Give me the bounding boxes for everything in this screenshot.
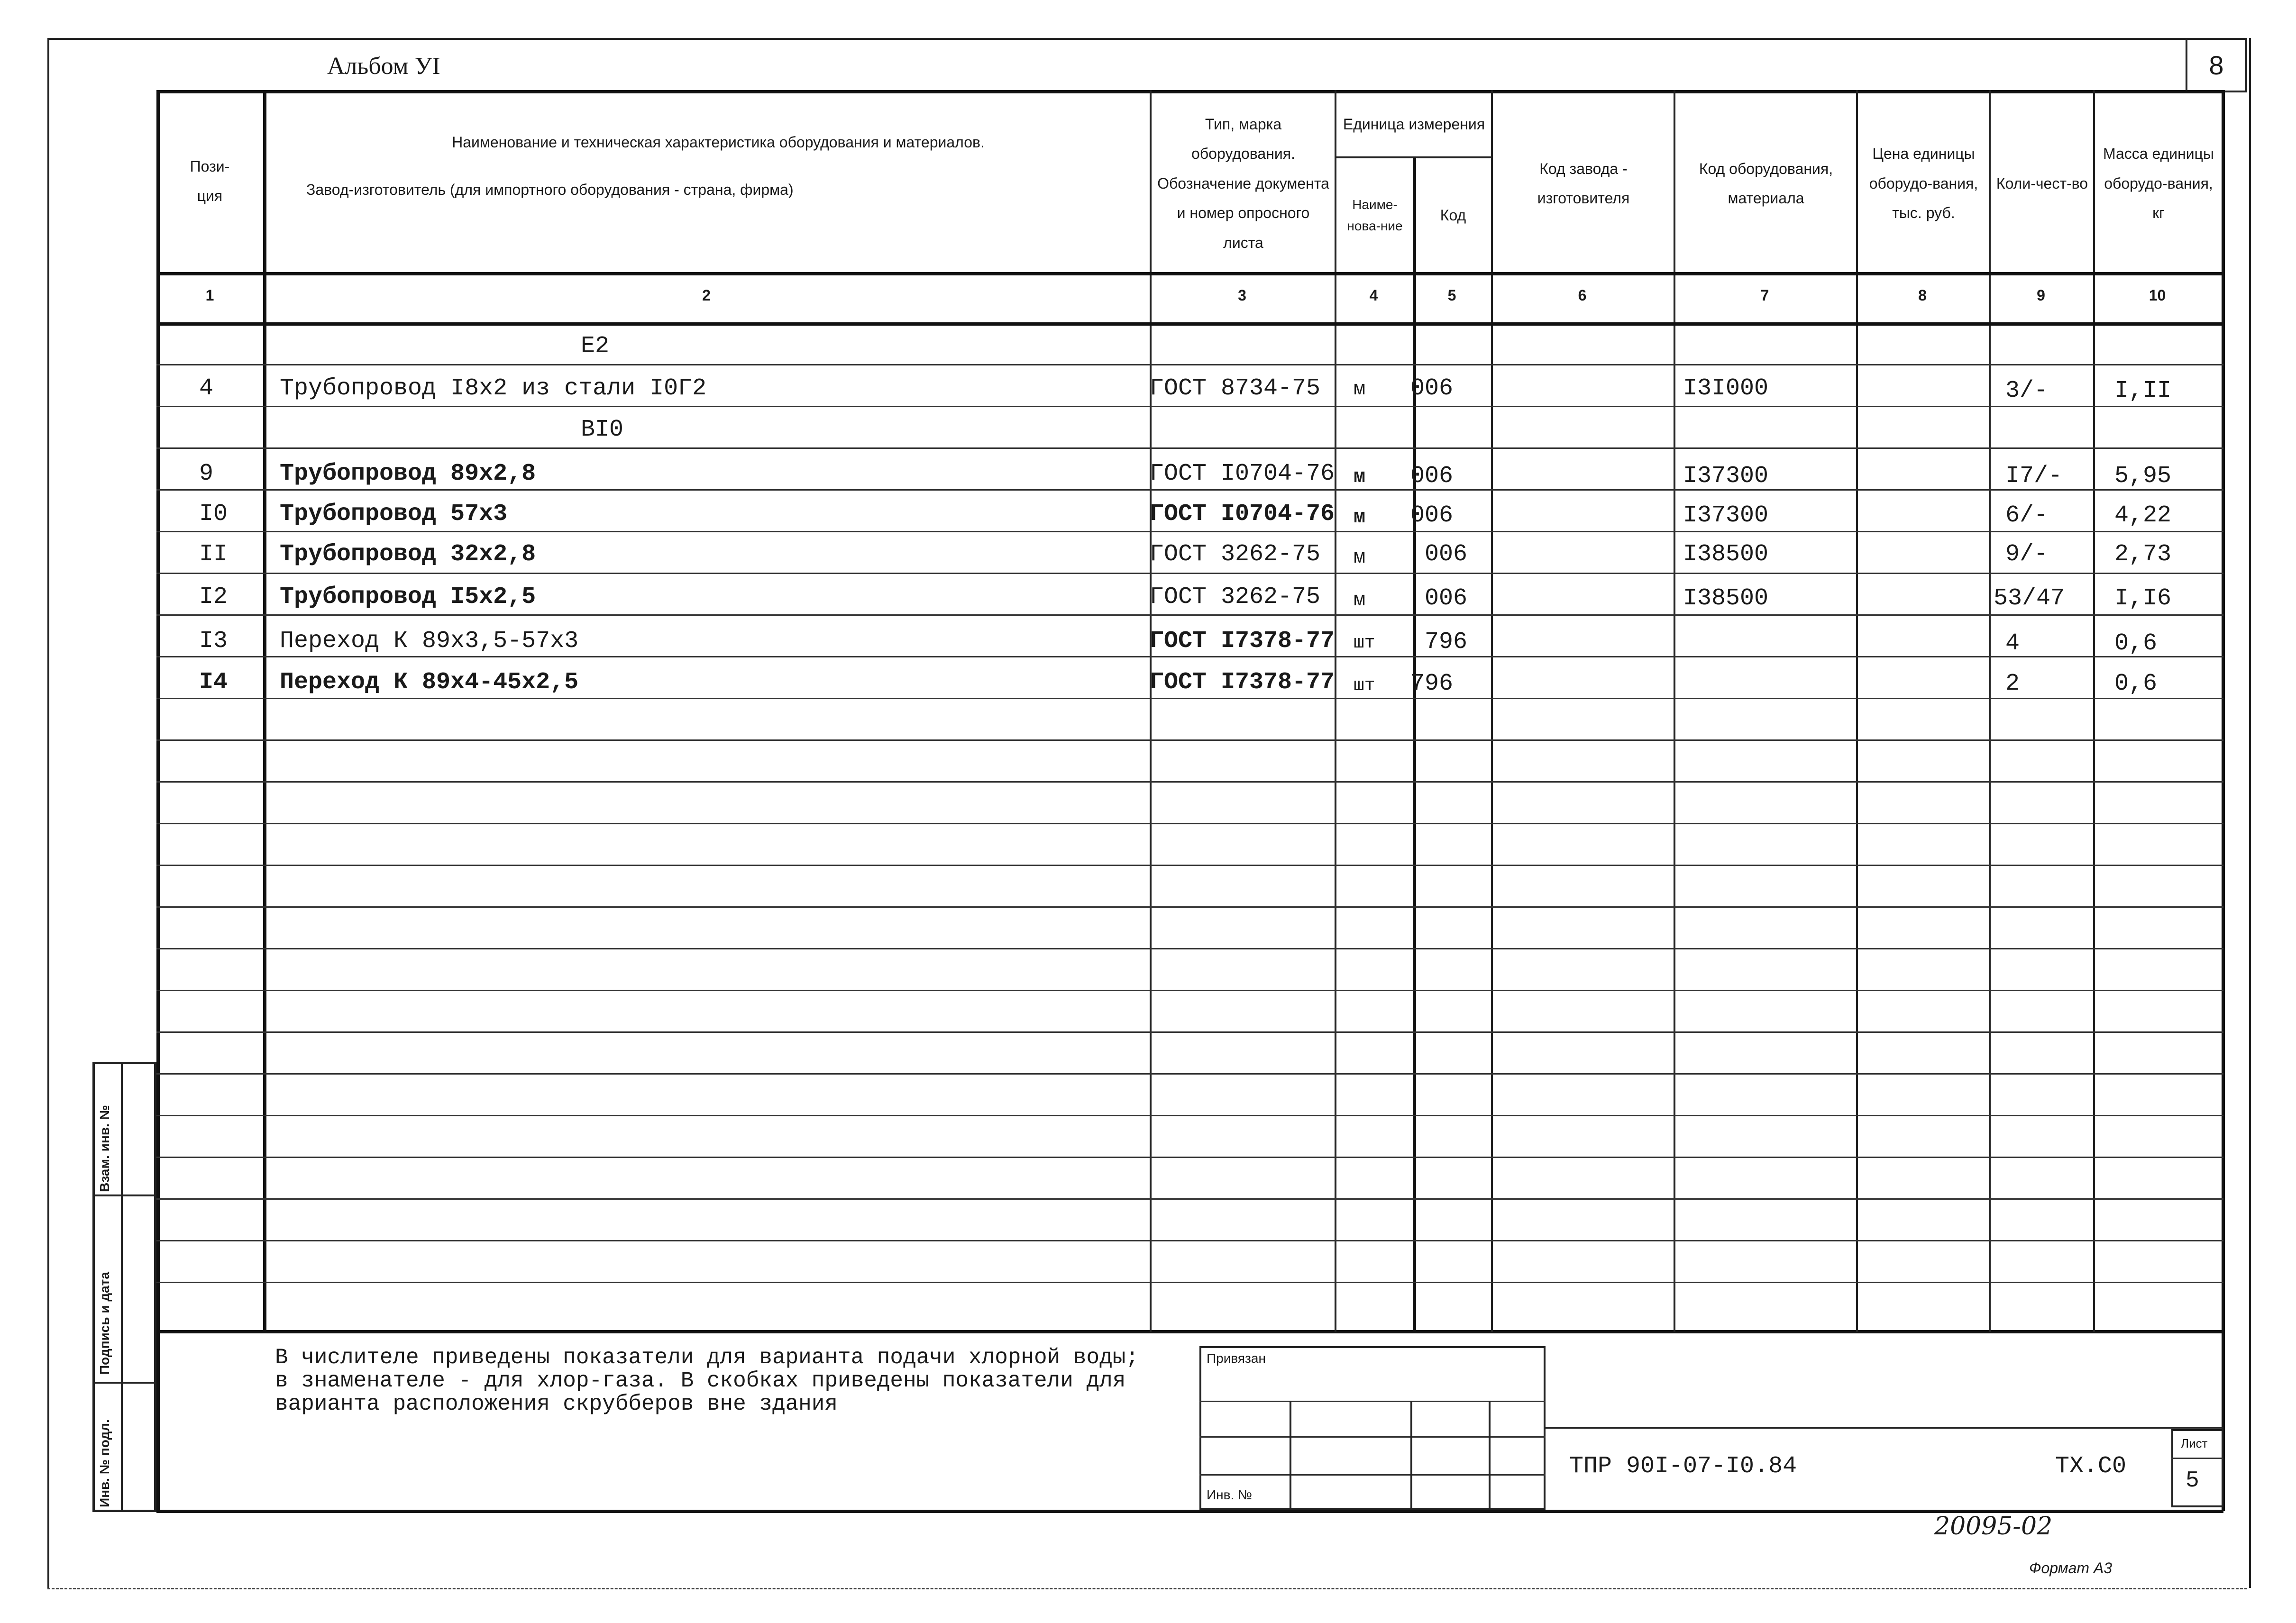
row-rule	[156, 1157, 2223, 1158]
col-divider-8	[1989, 90, 1991, 1332]
row-mass: 0,6	[2114, 670, 2158, 697]
row-position: II	[199, 541, 228, 568]
side-stamp-rule	[92, 1194, 156, 1196]
header-unit-code: Код	[1440, 207, 1466, 224]
row-rule	[156, 573, 2223, 574]
row-unit: м	[1354, 506, 1366, 529]
frame-bottom	[47, 1588, 2247, 1589]
sheet-label: Лист	[2181, 1436, 2208, 1450]
row-document: ГОСТ I7378-77	[1150, 628, 1335, 655]
column-number: 4	[1369, 287, 1378, 304]
row-position: 9	[199, 460, 214, 487]
row-unit: шт	[1354, 633, 1375, 653]
row-rule	[156, 906, 2223, 908]
row-unit-code: 006	[1410, 463, 1454, 490]
row-rule	[156, 447, 2223, 449]
row-name: Переход К 89х3,5-57х3	[280, 628, 579, 655]
row-unit: шт	[1354, 675, 1375, 696]
column-number: 6	[1578, 287, 1587, 304]
column-number: 3	[1238, 287, 1246, 304]
header-bottom-rule	[156, 272, 2223, 275]
row-position: I0	[199, 501, 228, 528]
row-rule	[156, 1073, 2223, 1075]
row-mass: 0,6	[2114, 630, 2158, 657]
row-name: Трубопровод I5х2,5	[280, 584, 536, 611]
col-divider-7	[1856, 90, 1858, 1332]
side-stamp-divider	[121, 1062, 123, 1512]
row-unit: м	[1354, 465, 1366, 488]
row-material-code: I38500	[1683, 585, 1769, 612]
header-material-code: Код оборудования, материала	[1699, 160, 1833, 207]
stamp-inv-label: Инв. №	[1207, 1487, 1253, 1502]
row-name: Трубопровод 57х3	[280, 501, 508, 528]
row-rule	[156, 364, 2223, 365]
row-name: Переход К 89х4-45х2,5	[280, 669, 579, 696]
column-number: 5	[1447, 287, 1456, 304]
row-unit-code: 006	[1425, 541, 1468, 568]
row-rule	[156, 614, 2223, 616]
stamp-divider	[1410, 1401, 1412, 1510]
header-mass: Масса единицы оборудо-вания, кг	[2103, 145, 2214, 222]
row-unit-code: 006	[1410, 502, 1454, 529]
row-quantity: 2	[2005, 670, 2020, 697]
sheet-box-rule	[2171, 1458, 2223, 1459]
table-top-border	[156, 90, 2223, 93]
column-number: 1	[205, 287, 214, 304]
row-rule	[156, 489, 2223, 491]
row-position: 4	[199, 375, 214, 402]
row-mass: I,I6	[2114, 585, 2172, 612]
row-name: Трубопровод 89х2,8	[280, 460, 536, 487]
header-unit: Единица измерения	[1343, 116, 1485, 133]
row-rule	[156, 823, 2223, 824]
header-factory-code: Код завода - изготовителя	[1537, 160, 1630, 207]
row-quantity: 4	[2005, 630, 2020, 657]
bottom-block-rule	[156, 1510, 2223, 1513]
row-rule	[156, 739, 2223, 741]
row-document: ГОСТ 3262-75	[1150, 584, 1321, 611]
header-unit-name: Наиме-нова-ние	[1347, 197, 1403, 233]
colnum-bottom-rule	[156, 322, 2223, 326]
row-quantity: 6/-	[2005, 502, 2049, 529]
table-bottom-border	[156, 1330, 2223, 1333]
side-label-inv-replace: Взам. инв. №	[97, 1105, 112, 1192]
col-divider-4	[1413, 156, 1416, 1332]
col-divider-3	[1335, 90, 1336, 1332]
row-rule	[156, 1031, 2223, 1033]
sheet-number: 5	[2186, 1468, 2199, 1494]
row-document: ГОСТ I0704-76	[1150, 460, 1335, 487]
row-quantity: 53/47	[1994, 585, 2065, 612]
row-rule	[156, 406, 2223, 407]
row-mass: I,II	[2114, 377, 2172, 404]
header-price: Цена единицы оборудо-вания, тыс. руб.	[1869, 145, 1978, 222]
row-unit-code: 796	[1425, 629, 1468, 656]
row-rule	[156, 531, 2223, 532]
table-left-border	[156, 90, 160, 1332]
stamp-rule	[1199, 1436, 1546, 1438]
row-unit-code: 796	[1410, 670, 1454, 697]
row-quantity: 9/-	[2005, 541, 2049, 568]
row-rule	[156, 781, 2223, 783]
album-label: Альбом УI	[327, 53, 440, 80]
row-unit: м	[1354, 546, 1366, 569]
row-rule	[156, 698, 2223, 699]
section-heading: Е2	[581, 333, 610, 360]
column-number: 2	[702, 287, 711, 304]
row-rule	[156, 1115, 2223, 1116]
column-number: 9	[2037, 287, 2045, 304]
header-name-line1: Наименование и техническая характеристика оборудования и материалов.	[452, 133, 985, 151]
row-document: ГОСТ 8734-75	[1150, 375, 1321, 402]
row-material-code: I3I000	[1683, 375, 1769, 402]
row-name: Трубопровод I8х2 из стали I0Г2	[280, 375, 707, 402]
column-number: 8	[1918, 287, 1927, 304]
row-quantity: I7/-	[2005, 463, 2063, 490]
col-divider-9	[2093, 90, 2095, 1332]
row-unit-code: 006	[1425, 585, 1468, 612]
col-divider-2	[1150, 90, 1152, 1332]
column-number: 7	[1760, 287, 1769, 304]
footnote: В числителе приведены показатели для варианта подачи хлорной воды; в знаменателе - для хлор-газа. В скобках приведены показатели для варианта расположения скрубберов вне здания	[275, 1345, 1139, 1416]
row-material-code: I37300	[1683, 502, 1769, 529]
row-rule	[156, 948, 2223, 949]
row-name: Трубопровод 32х2,8	[280, 541, 536, 568]
stamp-rule	[1199, 1474, 1546, 1476]
unit-subheader-rule	[1335, 156, 1491, 158]
row-position: I3	[199, 628, 228, 655]
col-divider-1	[263, 90, 266, 1332]
format-label: Формат А3	[2029, 1559, 2113, 1577]
header-position: Пози- ция	[190, 157, 230, 204]
header-name-line2: Завод-изготовитель (для импортного оборудования - страна, фирма)	[306, 181, 794, 198]
approval-stamp	[1199, 1346, 1546, 1510]
column-number: 10	[2149, 287, 2166, 304]
bottom-block-left	[156, 1330, 160, 1511]
handwritten-number: 20095-02	[1934, 1512, 2053, 1541]
header-quantity: Коли-чест-во	[1996, 174, 2088, 192]
row-material-code: I37300	[1683, 463, 1769, 490]
row-mass: 5,95	[2114, 463, 2172, 490]
section-heading: ВI0	[581, 416, 624, 443]
col-divider-5	[1491, 90, 1493, 1332]
row-rule	[156, 1282, 2223, 1283]
stamp-divider	[1290, 1401, 1291, 1510]
stamp-bound-label: Привязан	[1207, 1351, 1266, 1366]
row-rule	[156, 656, 2223, 657]
row-rule	[156, 1198, 2223, 1200]
document-mark: ТХ.С0	[2055, 1453, 2127, 1480]
row-unit: м	[1354, 378, 1366, 401]
row-position: I2	[199, 584, 228, 611]
stamp-divider	[1489, 1401, 1491, 1510]
row-rule	[156, 990, 2223, 991]
row-rule	[156, 865, 2223, 866]
row-mass: 2,73	[2114, 541, 2172, 568]
table-right-border	[2222, 90, 2225, 1332]
row-position: I4	[199, 669, 228, 696]
row-mass: 4,22	[2114, 502, 2172, 529]
row-document: ГОСТ I0704-76	[1150, 501, 1335, 528]
row-unit: м	[1354, 589, 1366, 611]
page-number: 8	[2186, 38, 2247, 92]
row-document: ГОСТ I7378-77	[1150, 669, 1335, 696]
row-quantity: 3/-	[2005, 377, 2049, 404]
stamp-rule	[1199, 1401, 1546, 1402]
side-stamp-rule	[92, 1382, 156, 1384]
row-material-code: I38500	[1683, 541, 1769, 568]
side-label-inv-orig: Инв. № подл.	[97, 1419, 112, 1507]
document-code: ТПР 90I-07-I0.84	[1569, 1453, 1797, 1480]
col-divider-6	[1674, 90, 1675, 1332]
header-type: Тип, марка оборудования. Обозначение документа и номер опросного листа	[1157, 116, 1329, 251]
side-label-sign-date: Подпись и дата	[97, 1272, 112, 1375]
title-block-rule	[1546, 1427, 2223, 1429]
row-rule	[156, 1240, 2223, 1241]
row-unit-code: 006	[1410, 375, 1454, 402]
row-document: ГОСТ 3262-75	[1150, 541, 1321, 568]
